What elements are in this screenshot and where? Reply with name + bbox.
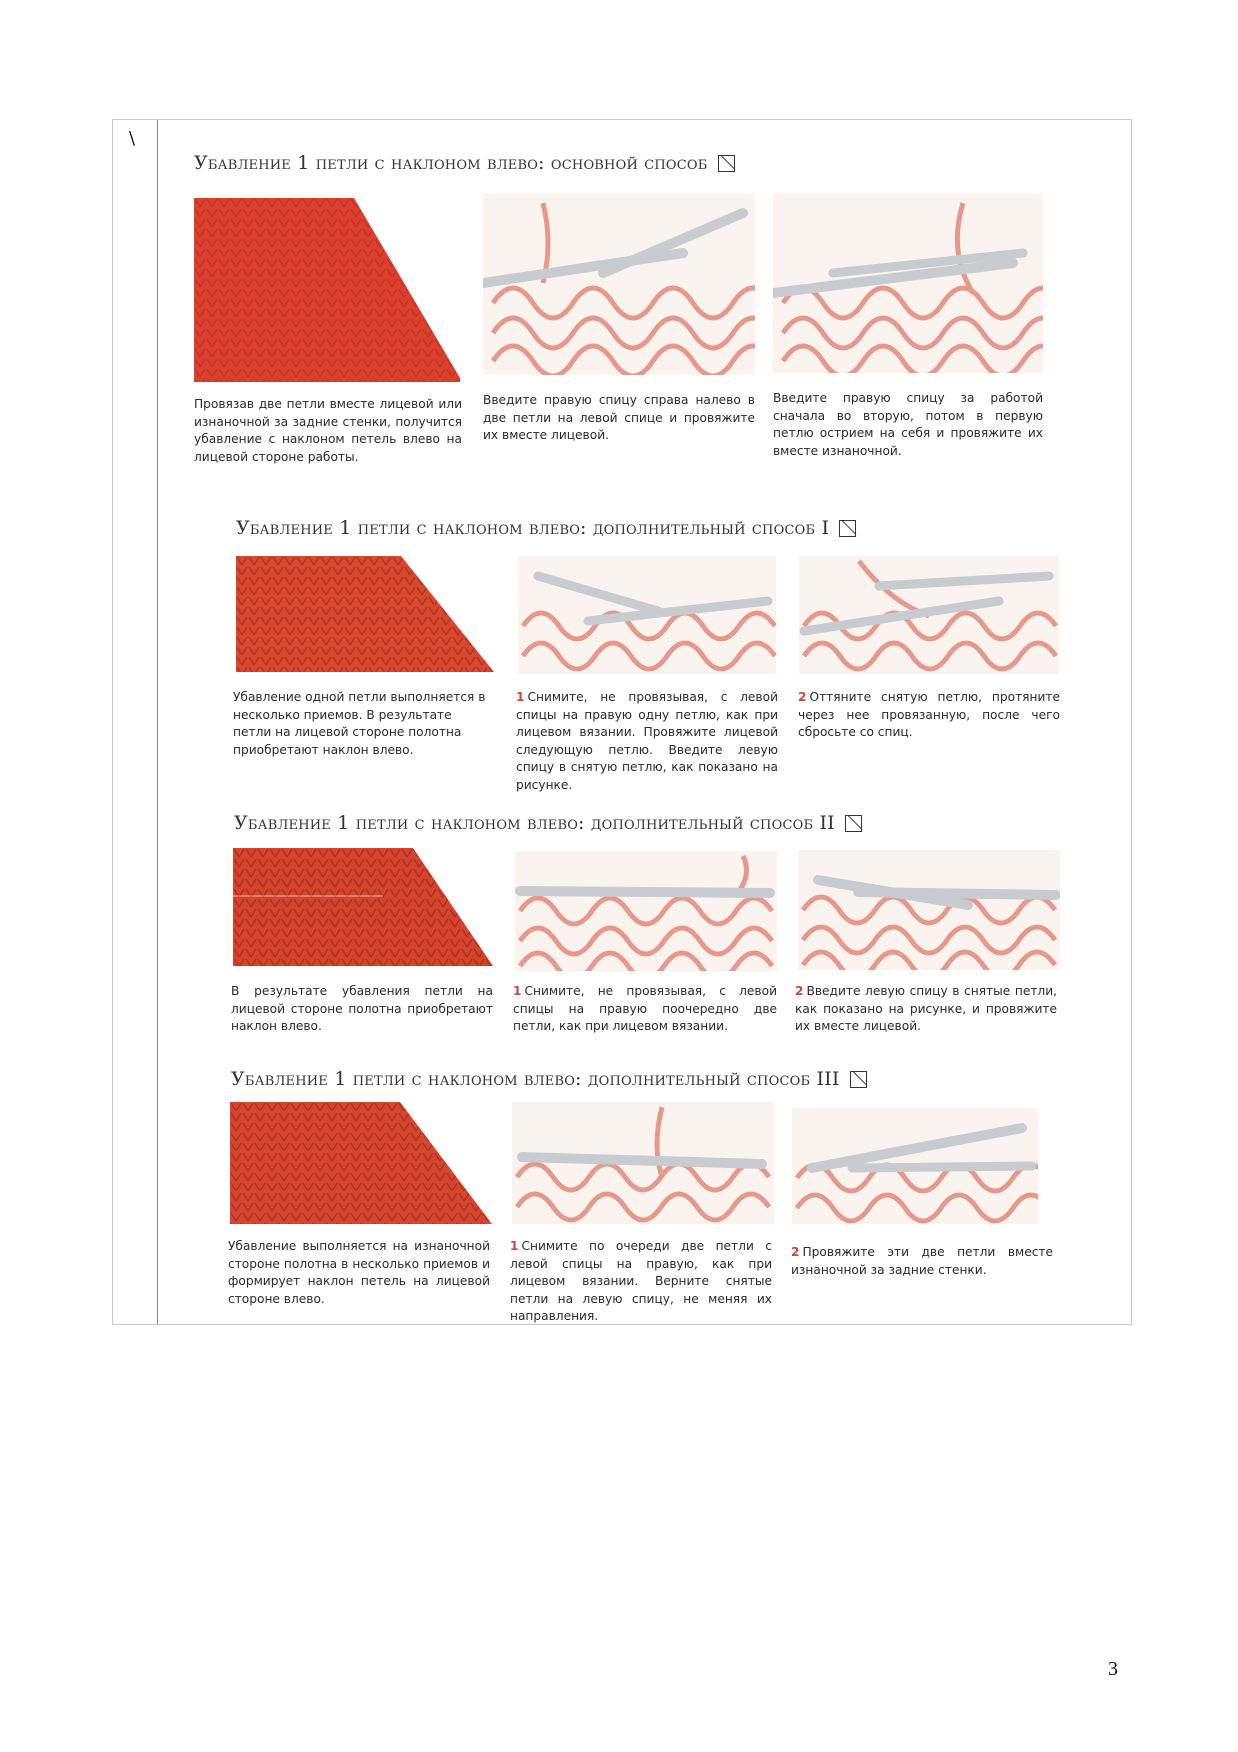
section-3-step-2-caption (795, 983, 1057, 1036)
decrease-left-symbol-icon (845, 815, 862, 832)
step-number: 1 (510, 1239, 519, 1253)
section-1-fabric-photo (194, 198, 460, 382)
section-4-title: Убавление 1 петли с наклоном влево: дополнительный способ III (231, 1068, 867, 1090)
section-1-title: Убавление 1 петли с наклоном влево: основной способ (194, 152, 735, 174)
section-2-swatch-caption: Убавление одной петли выполняется в несколько приемов. В результате петли на лицевой стороне полотна приобретают наклон влево. (233, 690, 486, 757)
section-1-step-1-illustration (483, 193, 755, 375)
section-4-step-2-caption (791, 1244, 1053, 1279)
step-text: Оттяните снятую петлю, протяните через нее провязанную, после чего сбросьте со спиц. (798, 690, 1060, 739)
step-text: Введите правую спицу справа налево в две петли на левой спице и провяжите их вместе лицевой. (483, 393, 755, 442)
step-text: Снимите, не провязывая, с левой спицы на правую поочередно две петли, как при лицевом вязании. (513, 984, 777, 1033)
page-number: 3 (1108, 1658, 1118, 1680)
section-2-step-2-illustration (799, 556, 1059, 674)
step-text: Провяжите эти две петли вместе изнаночной за задние стенки. (791, 1245, 1053, 1277)
decrease-left-symbol-icon (839, 520, 856, 537)
section-4-step-1-illustration (512, 1102, 774, 1224)
step-text: Введите правую спицу за работой сначала во вторую, потом в первую петлю острием на себя и провяжите их вместе изнаночной. (773, 391, 1043, 458)
step-text: Введите левую спицу в снятые петли, как показано на рисунке, и провяжите их вместе лицевой. (795, 984, 1057, 1033)
step-text: Снимите по очереди две петли с левой спицы на правую, как при лицевом вязании. Верните снятые петли на левую спицу, не меняя их направления. (510, 1239, 772, 1323)
section-1-swatch-caption: Провязав две петли вместе лицевой или изнаночной за задние стенки, получится убавление с наклоном петель влево на лицевой стороне работы. (194, 397, 462, 464)
section-3-step-1-illustration (515, 851, 777, 971)
step-number: 1 (513, 984, 522, 998)
section-3-fabric-photo (233, 848, 493, 966)
section-2-step-1-illustration (518, 556, 776, 674)
section-3-title: Убавление 1 петли с наклоном влево: дополнительный способ II (234, 812, 862, 834)
section-4-fabric-photo (230, 1102, 492, 1224)
section-2-fabric-photo (236, 556, 494, 672)
section-1-step-1-caption (483, 392, 755, 445)
decrease-left-symbol-icon (850, 1071, 867, 1088)
step-text: Снимите, не провязывая, с левой спицы на правую одну петлю, как при лицевом вязании. Провяжите лицевой следующую петлю. Введите левую спицу в снятую петлю, как показано на рисунке. (516, 690, 778, 792)
step-number: 1 (516, 690, 525, 704)
section-2-step-2-caption (798, 689, 1060, 742)
section-3-step-1-caption (513, 983, 777, 1036)
section-2-step-1-caption (516, 689, 778, 794)
section-4-step-1-caption (510, 1238, 772, 1326)
decrease-left-symbol-icon (718, 155, 735, 172)
section-3-swatch-caption: В результате убавления петли на лицевой стороне полотна приобретают наклон влево. (231, 984, 493, 1033)
step-number: 2 (795, 984, 804, 998)
section-2-title: Убавление 1 петли с наклоном влево: дополнительный способ I (236, 517, 856, 539)
section-1-step-2-illustration (773, 193, 1043, 373)
section-3-step-2-illustration (798, 850, 1060, 970)
step-number: 2 (791, 1245, 800, 1259)
section-4-swatch-caption: Убавление выполняется на изнаночной стороне полотна в несколько приемов и формирует наклон петель на лицевой стороне влево. (228, 1239, 490, 1306)
margin-rule (157, 120, 158, 1324)
section-1-step-2-caption (773, 390, 1043, 460)
gutter-mark: \ (129, 128, 136, 149)
step-number: 2 (798, 690, 807, 704)
section-4-step-2-illustration (792, 1108, 1038, 1224)
